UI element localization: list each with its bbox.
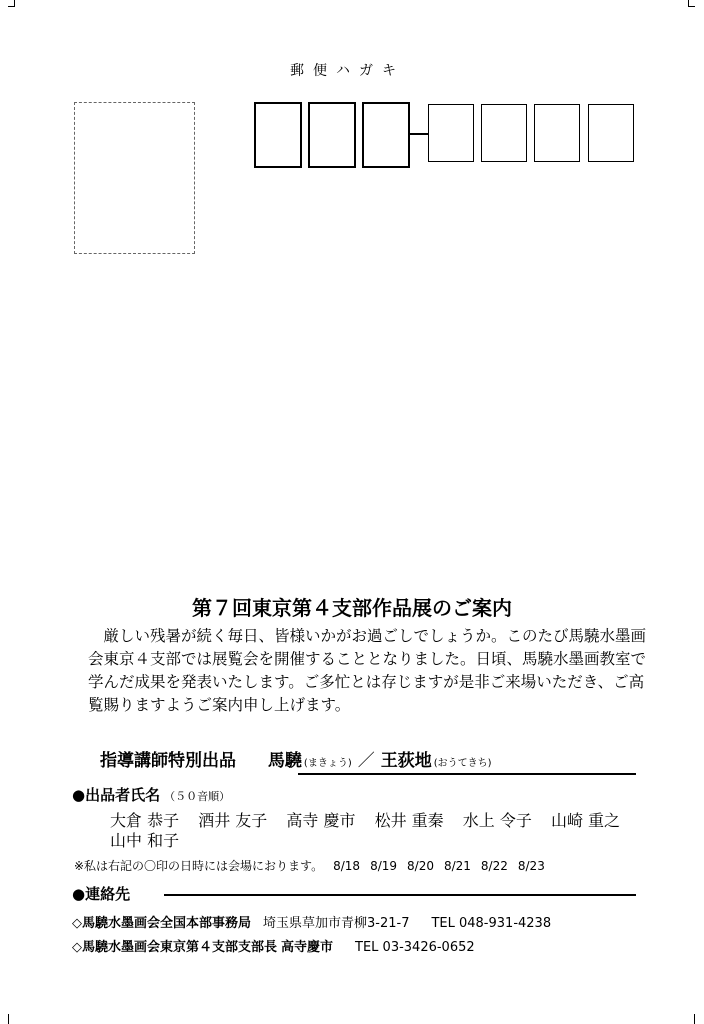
exhibitor-name: 酒井 友子 (198, 811, 268, 830)
exhibitors-order-note: （５０音順） (164, 790, 231, 803)
crop-mark-top-left (8, 0, 15, 7)
invitation-body-text: 厳しい残暑が続く毎日、皆様いかがお過ごしでしょうか。このたび馬驍水墨画会東京４支部では展覧会を開催することとなりました。日頃、馬驍水墨画教室で学んだ成果を発表いたします。ご多忙とは存じますが是非ご来場いただき、ご高覧賜りますようご案内申し上げます。 (88, 627, 647, 714)
exhibitor-name: 山崎 重之 (550, 811, 621, 830)
attendance-date: 8/20 (407, 859, 434, 873)
attendance-dates (323, 859, 545, 873)
zip-box-2 (308, 102, 356, 168)
crop-mark-bottom-left (8, 1014, 9, 1024)
attendance-date: 8/23 (517, 859, 545, 873)
zip-box-5 (481, 104, 527, 162)
exhibitor-name: 松井 重秦 (374, 811, 444, 830)
contact-org-1: ◇馬驍水墨画会全国本部事務局 (72, 916, 251, 931)
exhibitor-name: 山中 和子 (110, 831, 180, 850)
zip-box-1 (254, 102, 302, 168)
instructor-row (100, 746, 492, 771)
instructor-label: 指導講師特別出品 (100, 751, 236, 771)
crop-mark-top-right (688, 0, 695, 7)
zip-box-7 (588, 104, 634, 162)
postcard-label: 郵便ハガキ (290, 63, 405, 79)
attendance-date: 8/18 (333, 859, 361, 873)
contact-person-2: 高寺慶市 (281, 940, 334, 955)
crop-mark-bottom-right (694, 1014, 695, 1024)
exhibitors-heading-text: ●出品者氏名 (72, 786, 161, 804)
attendance-note (74, 857, 545, 874)
zip-box-4 (428, 104, 474, 162)
exhibitor-name: 高寺 慶市 (286, 811, 356, 830)
instructor-reading-2: (おうてきち) (433, 758, 492, 769)
exhibitors-heading (72, 784, 230, 805)
contact-divider (164, 894, 636, 896)
exhibitor-list (110, 811, 640, 851)
contact-tel-1: TEL 048-931-4238 (431, 916, 552, 931)
contact-line-1 (72, 912, 551, 931)
contact-heading: ●連絡先 (72, 885, 131, 903)
invitation-body (88, 625, 648, 717)
zip-separator (408, 133, 428, 135)
contact-address-1: 埼玉県草加市青柳3-21-7 (263, 916, 410, 931)
exhibitor-name: 大倉 恭子 (110, 811, 180, 830)
attendance-note-text: ※私は右記の〇印の日時には会場におります。 (74, 859, 324, 873)
attendance-date: 8/19 (370, 859, 398, 873)
attendance-date: 8/22 (480, 859, 508, 873)
zip-box-6 (534, 104, 580, 162)
invitation-title: 第７回東京第４支部作品展のご案内 (192, 596, 512, 620)
contact-line-2 (72, 936, 475, 955)
instructor-reading-1: (まきょう) (303, 758, 352, 769)
zip-box-3 (362, 102, 410, 168)
instructor-underline (298, 773, 636, 775)
contact-org-2: ◇馬驍水墨画会東京第４支部支部長 (72, 940, 277, 955)
attendance-date: 8/21 (443, 859, 471, 873)
instructor-separator: ／ (357, 751, 375, 771)
exhibitor-name: 水上 令子 (462, 811, 532, 830)
instructor-name-1: 馬驍 (267, 751, 302, 771)
contact-tel-2: TEL 03-3426-0652 (355, 940, 475, 955)
stamp-area (74, 102, 195, 254)
instructor-name-2: 王荻地 (380, 751, 432, 771)
